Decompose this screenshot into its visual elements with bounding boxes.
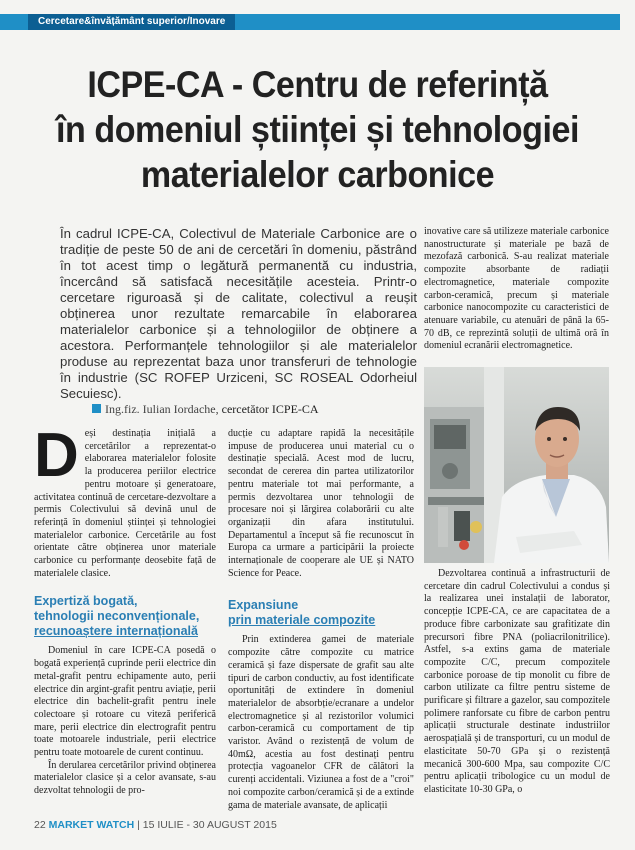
intro-paragraph [34,421,216,580]
heading-line: Expansiune [228,598,299,613]
paragraph: Prin extinderea gamei de materiale compozite către compozite cu matrice ceramică și faze dispersate de grafit sau alte tipuri de carbon conductiv, au fost identificate oportunități de extindere în domeniul materialelor de absorbție/ecranare a undelor electromagnetice și al rezistorilor volumici carbon-ceramică cu comportament de tip varistor. Având o rezistență de volum de 40mΩ, acestia au fost destinați pentru protecția vagoanelor CFR de călători la curenți accidentali. Viziunea a fost de a "croi" noi compozite carbon/ceramică și de a extinde gama de materiale avansate, de aplicații [228,634,414,811]
issue-date: 15 IULIE - 30 AUGUST 2015 [142,819,277,831]
heading-line: recunoaștere internațională [34,624,198,639]
paragraph: ducție cu adaptare rapidă la necesitățile impuse de producerea unui material cu o destinație specială. Acest mod de lucru, secondat de cererea din partea utilizatorilor pentru materiale tot mai performante, a permis dezvoltarea unor tehnologii de procesare noi și lărgirea colaborării cu alte organizații din afara institutului. Departamentul a început să fie recunoscut în Europa ca urmare a participării la proiecte internaționale de cooperare ale UE și NATO Science for Peace. [228,428,414,579]
title-line-2: în domeniul științei și tehnologiei [56,109,579,150]
column-1 [34,421,216,798]
article-lead: În cadrul ICPE-CA, Colectivul de Materiale Carbonice are o tradiție de peste 50 de ani de cercetări în domeniu, păstrând în tot acest timp o legătură permanentă cu industria, încercând să satisfacă necesitățile acesteia. Printr-o cercetare riguroasă și de calitate, colectivul a reușit obținerea unor rezultate remarcabile în elaborarea materialelor carbonice și a tehnologiilor de obținere a acestora. Performanțele tehnologiilor și ale materialelor produse au reprezentat baza unor transferuri de tehnologie în industrie (SC ROFEP Urziceni, SC ROSEAL Odorheiul Secuiesc). [60,226,417,401]
paragraph: Domeniul în care ICPE-CA posedă o bogată experiență cuprinde perii electrice din metal-grafit pentru echipamente auto, perii electrice din argint-grafit pentru aviație, perii electrice din bachelit-grafit pentru inele colectoare și rotoare cu viteză periferică mare, perii electrice din electrografit pentru toate motoarele industriale, perii electrice pentru toate motoarele de curent continuu. [34,645,216,759]
column-3-top [424,226,609,353]
footer-separator: | [137,819,140,831]
page-footer [34,819,277,831]
heading-line: prin materiale compozite [228,613,376,628]
article-title [44,62,591,197]
section-bar [0,14,620,30]
author-name: Ing.fiz. Iulian Iordache, [105,402,219,416]
heading-line: tehnologii neconvenționale, [34,609,200,624]
researcher-photo-image [424,367,609,563]
magazine-name: MARKET WATCH [48,819,135,831]
intro-text: eși destinația inițială a cercetărilor a reprezentat-o elaborarea materialelor folosite la producerea periilor electrice pentru motoare și generatoare, activitatea continuă de cercetare-dezvoltare a permis Colectivului să devină unul de referință în domeniul științei și tehnologiei materialelor carbonice. Cercetările au fost orientate către obținerea unor materiale carbonice cu performanțe deosebite față de materialele clasice. [34,428,216,579]
paragraph: În derularea cercetărilor privind obținerea materialelor clasice și a celor avansate, s-au dezvoltat tehnologii de pro- [34,759,216,797]
author-byline [92,402,319,417]
section-heading-composites [228,598,414,628]
title-line-3: materialelor carbonice [140,154,495,195]
author-role: cercetător ICPE-CA [221,402,319,416]
drop-cap: D [34,421,79,490]
title-line-1: ICPE-CA - Centru de referință [87,64,548,105]
column-2 [228,428,414,812]
section-heading-expertise [34,594,216,639]
page-number: 22 [34,819,46,831]
heading-line: Expertiză bogată, [34,594,138,609]
paragraph: Dezvoltarea continuă a infrastructurii de cercetare din cadrul Colectivului a condus și la realizarea unei instalații de laborator, concepție ICPE-CA, ce are capacitatea de a produce fibre carbonizate sau grafitizate din precursori fibre PNA (poliacrilonitrilice). Astfel, s-a extins gama de materiale compozite C/C, precum compozitele carbonice poroase de tip monolit cu fibre de carbon utilizate ca filtre pentru sisteme de purificare și filtrare a gazelor, sau compozitele polimere ranforsate cu fibre de carbon pentru aplicații structurale destinate industriilor aerospațială și de transporturi, cu un modul de elasticitate 50-70 GPa și o rezistență mecanică 300-600 Mpa, sau compozite C/C pentru aplicații tribologice cu un modul de elasticitate 10-30 GPa, o [424,568,610,795]
square-bullet-icon [92,404,101,413]
column-3-bottom [424,568,610,797]
paragraph: inovative care să utilizeze materiale carbonice nanostructurate și materiale pe bază de mezofază carbonică. S-au realizat materiale compozite absorbante de radiații electromagnetice, materiale compozite carbon-ceramică, precum și materiale carbonice nanocompozite cu caracteristici de atenuare variabile, cu atenuări de până la 65-70 dB, ce reprezintă soluții de ultimă oră în domeniul ecranării electromagnetice. [424,226,609,352]
researcher-photo [424,367,609,563]
section-label: Cercetare&învățământ superior/Inovare [28,14,235,30]
